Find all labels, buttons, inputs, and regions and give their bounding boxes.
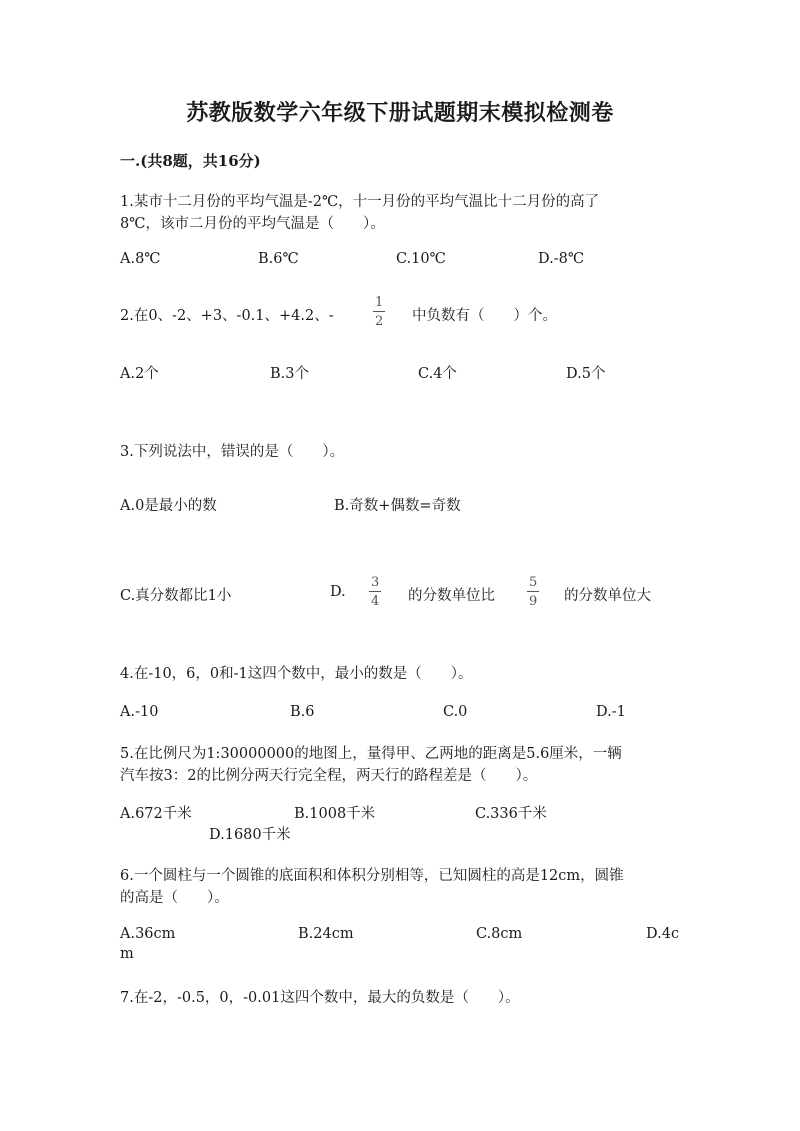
q1-option-c: C.10℃ [396, 251, 446, 267]
q2-option-d: D.5个 [566, 366, 606, 382]
q6-option-c: C.8cm [476, 926, 523, 942]
q1-option-b: B.6℃ [258, 251, 299, 267]
q3-fraction-2-numerator: 5 [529, 575, 538, 590]
q3-fraction-1-numerator: 3 [371, 575, 380, 590]
q4-option-d: D.-1 [596, 704, 626, 720]
q3-fraction-2-denominator: 9 [529, 594, 538, 609]
q6-option-d-wrap: m [120, 946, 134, 962]
q5-option-b: B.1008千米 [294, 806, 376, 822]
q2-option-c: C.4个 [418, 366, 457, 382]
q5-option-d: D.1680千米 [209, 827, 291, 843]
q1-option-d: D.-8℃ [538, 251, 585, 267]
q2-fraction [373, 296, 385, 328]
q2-option-b: B.3个 [270, 366, 309, 382]
q3-option-d-prefix: D. [330, 584, 346, 600]
q6-option-b: B.24cm [298, 926, 354, 942]
q3-option-c: C.真分数都比1小 [120, 588, 232, 604]
q2-text-after: 中负数有（ ）个。 [412, 308, 557, 324]
q5-option-c: C.336千米 [475, 806, 547, 822]
q4-option-c: C.0 [443, 704, 468, 720]
q4-option-a: A.-10 [120, 704, 159, 720]
q1-text-line1: 1.某市十二月份的平均气温是-2℃，十一月份的平均气温比十二月份的高了 [120, 194, 600, 210]
q5-text-line1: 5.在比例尺为1:30000000的地图上，量得甲、乙两地的距离是5.6厘米，一辆 [120, 746, 622, 762]
q3-fraction-1-denominator: 4 [371, 594, 380, 609]
q2-fraction-numerator: 1 [375, 295, 384, 310]
q4-option-b: B.6 [290, 704, 315, 720]
q6-option-a: A.36cm [120, 926, 176, 942]
q3-option-d-mid: 的分数单位比 [408, 588, 495, 604]
q4-text: 4.在-10，6，0和-1这四个数中，最小的数是（ ）。 [120, 666, 473, 682]
q1-text-line2: 8℃，该市二月份的平均气温是（ ）。 [120, 216, 385, 232]
q2-text-before: 2.在0、-2、+3、-0.1、+4.2、- [120, 308, 334, 324]
q6-option-d: D.4c [646, 926, 680, 942]
q1-option-a: A.8℃ [120, 251, 161, 267]
q6-text-line2: 的高是（ ）。 [120, 890, 229, 906]
q3-option-b: B.奇数+偶数=奇数 [334, 498, 461, 514]
q3-option-d-fraction-2 [527, 576, 539, 608]
q3-option-d-fraction-1 [369, 576, 381, 608]
q5-text-line2: 汽车按3：2的比例分两天行完全程，两天行的路程差是（ ）。 [120, 768, 538, 784]
q5-option-a: A.672千米 [120, 806, 192, 822]
q2-option-a: A.2个 [120, 366, 159, 382]
q2-fraction-denominator: 2 [375, 314, 384, 329]
section-heading: 一.(共8题，共16分) [120, 152, 261, 170]
q3-text: 3.下列说法中，错误的是（ ）。 [120, 444, 345, 460]
q7-text: 7.在-2，-0.5，0，-0.01这四个数中，最大的负数是（ ）。 [120, 990, 520, 1006]
page-title: 苏教版数学六年级下册试题期末模拟检测卷 [186, 100, 614, 126]
q3-option-d-end: 的分数单位大 [564, 588, 651, 604]
q6-text-line1: 6.一个圆柱与一个圆锥的底面积和体积分别相等，已知圆柱的高是12cm，圆锥 [120, 868, 624, 884]
q3-option-a: A.0是最小的数 [120, 498, 217, 514]
